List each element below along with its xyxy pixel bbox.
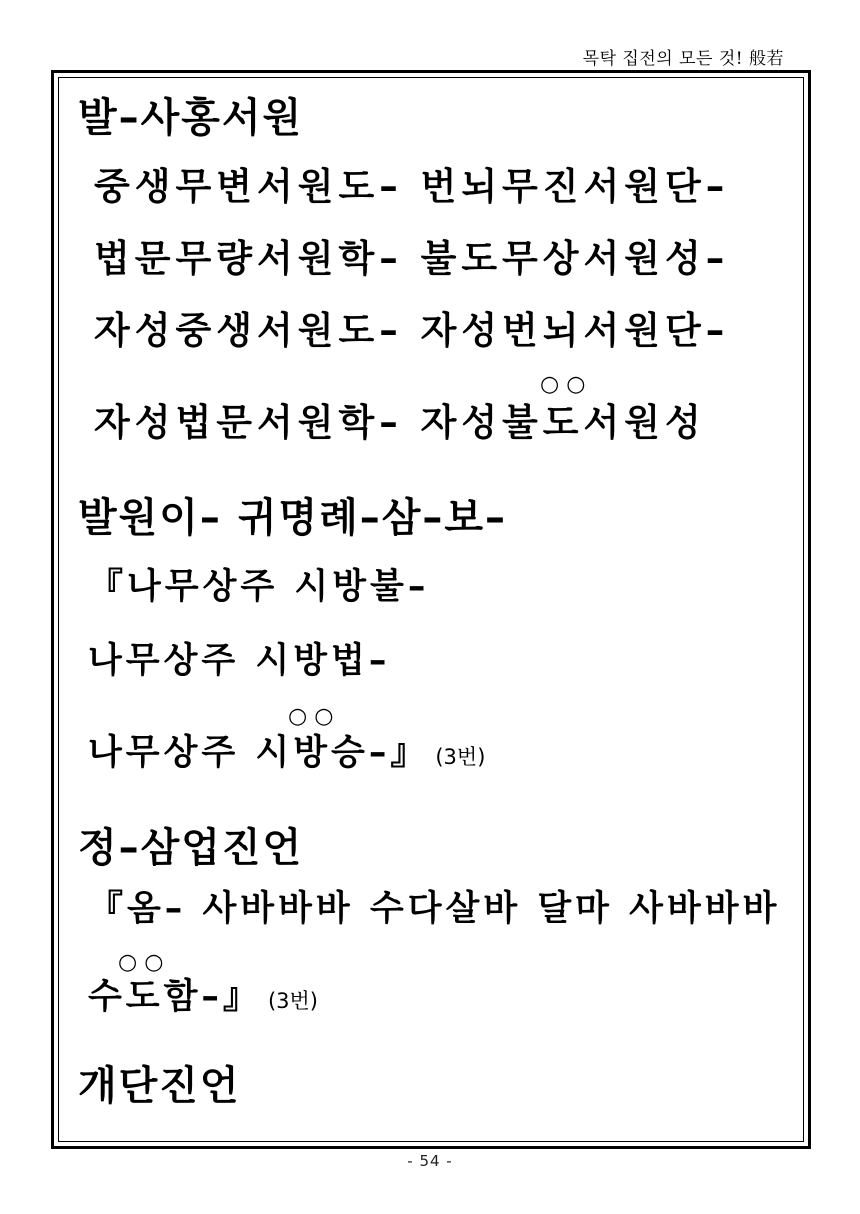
chant-line-1: 『나무상주 시방불– [88,567,430,607]
section-heading-gwimyeongrye: 발원이– 귀명례–삼–보– [78,495,508,541]
repeat-note: (3번) [267,989,318,1013]
repeat-note: (3번) [435,745,486,769]
section-heading-samup: 정–삼업진언 [78,825,304,871]
chant-line-text: 나무상주 시방승–』 [88,733,430,773]
chant-line-3 [88,733,486,773]
verse-line-4: 자성법문서원학– 자성불도서원성 [94,401,706,444]
intonation-marks: ○ ○ [540,372,586,397]
mantra-line-1: 『옴– 사바바바 수다살바 달마 사바바바 [88,889,781,929]
section-heading-gaedan: 개단진언 [78,1063,241,1109]
running-header: 목탁 집전의 모든 것! 般若 [582,49,784,69]
mantra-line-text: 수도함–』 [88,977,262,1017]
mantra-line-2 [88,977,318,1017]
verse-line-1: 중생무변서원도– 번뇌무진서원단– [94,165,730,208]
intonation-marks: ○ ○ [288,704,334,729]
chant-line-2: 나무상주 시방법– [88,641,391,681]
intonation-marks: ○ ○ [118,950,164,975]
section-heading-sahong: 발–사홍서원 [78,95,304,141]
page-number: - 54 - [407,1152,453,1170]
verse-line-2: 법문무량서원학– 불도무상서원성– [94,237,730,280]
verse-line-3: 자성중생서원도– 자성번뇌서원단– [94,309,730,352]
